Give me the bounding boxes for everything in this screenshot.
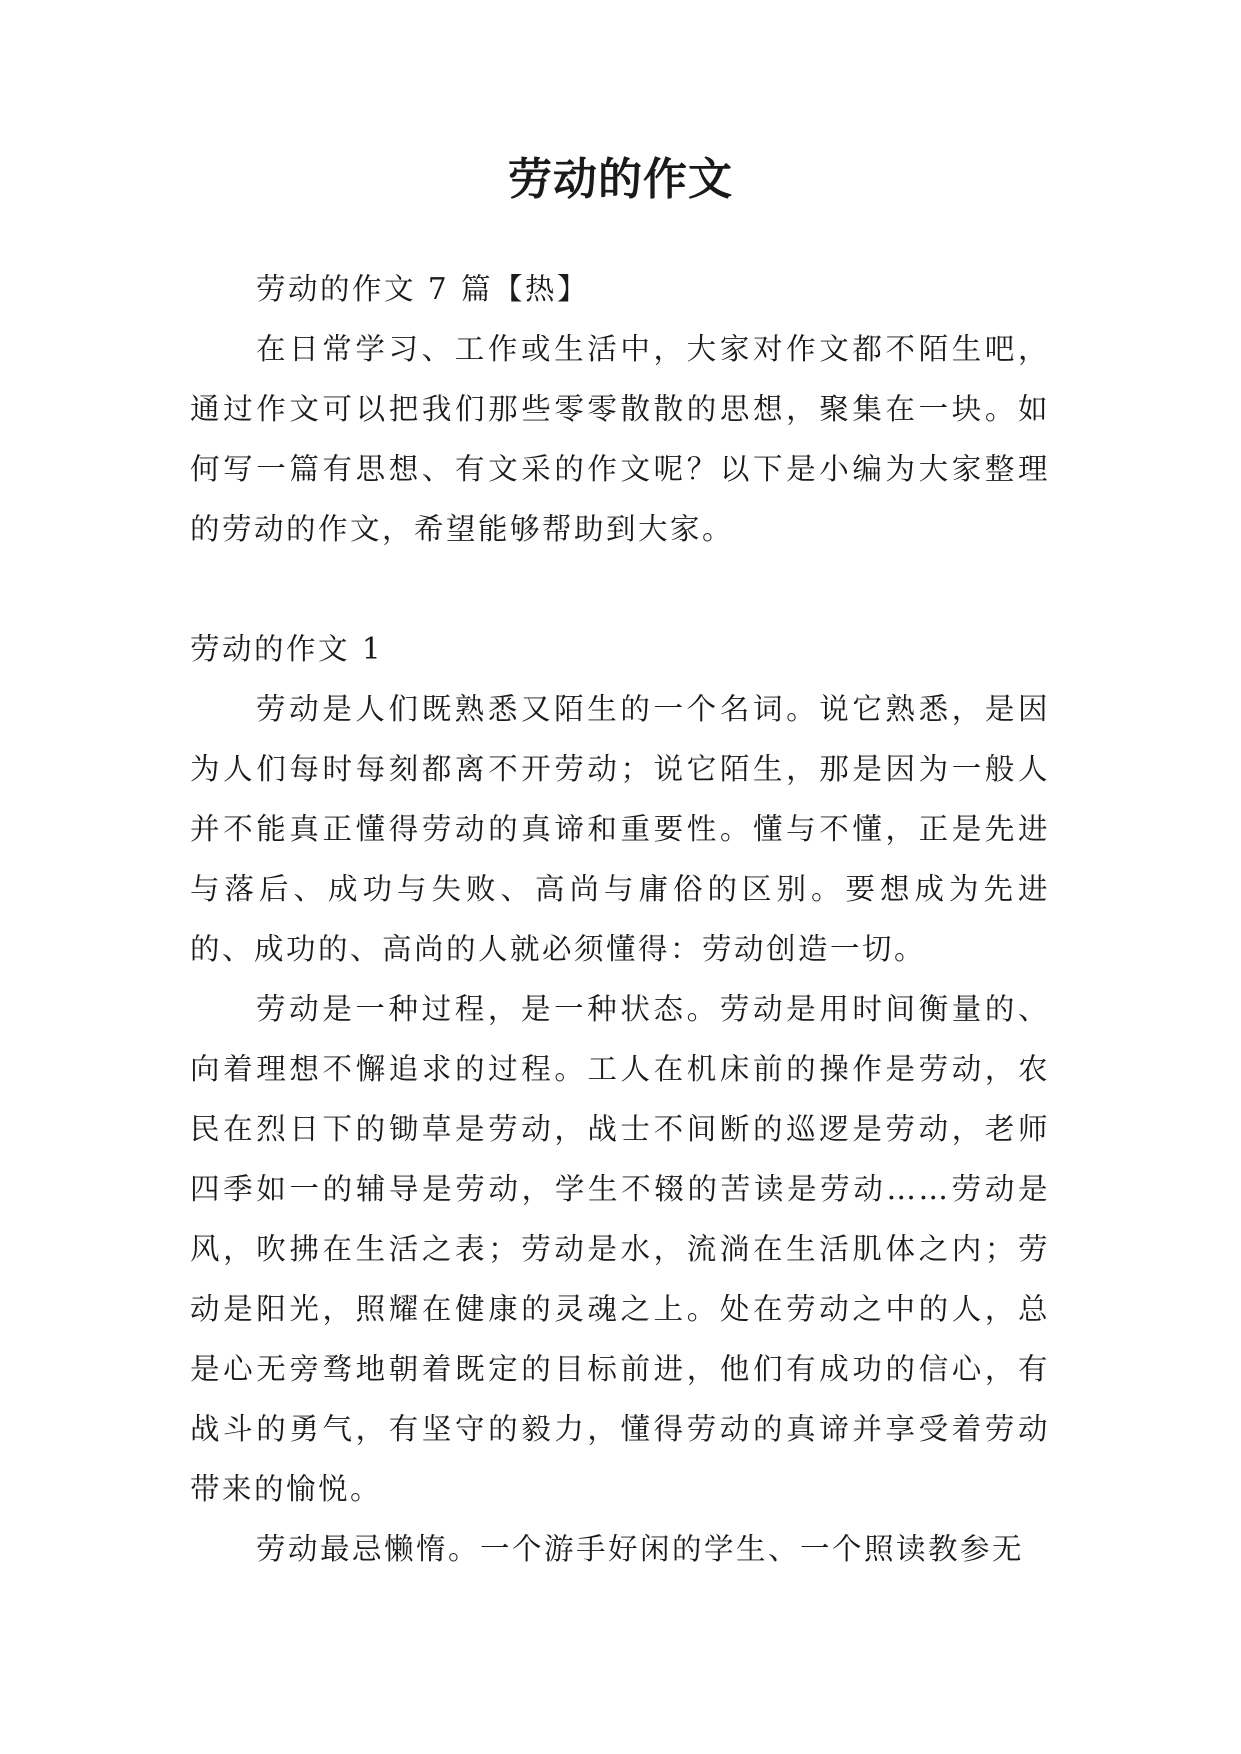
subtitle-line: 劳动的作文 7 篇【热】 bbox=[256, 272, 590, 306]
body-paragraph-3: 劳动最忌懒惰。一个游手好闲的学生、一个照读教参无 bbox=[256, 1532, 1025, 1566]
section-heading: 劳动的作文 1 bbox=[190, 632, 384, 666]
document-title: 劳动的作文 bbox=[508, 154, 733, 205]
intro-paragraph: 在日常学习、工作或生活中，大家对作文都不陌生吧，通过作文可以把我们那些零零散散的思想，聚集在一块。如何写一篇有思想、有文采的作文呢？以下是小编为大家整理的劳动的作文，希望能够帮助到大家。 bbox=[190, 332, 1050, 546]
section-spacer bbox=[190, 559, 1050, 619]
document-body bbox=[190, 259, 1050, 1579]
body-paragraph-2: 劳动是一种过程，是一种状态。劳动是用时间衡量的、向着理想不懈追求的过程。工人在机床前的操作是劳动，农民在烈日下的锄草是劳动，战士不间断的巡逻是劳动，老师四季如一的辅导是劳动，学生不辍的苦读是劳动……劳动是风，吹拂在生活之表；劳动是水，流淌在生活肌体之内；劳动是阳光，照耀在健康的灵魂之上。处在劳动之中的人，总是心无旁骛地朝着既定的目标前进，他们有成功的信心，有战斗的勇气，有坚守的毅力，懂得劳动的真谛并享受着劳动带来的愉悦。 bbox=[190, 992, 1050, 1506]
body-paragraph-1: 劳动是人们既熟悉又陌生的一个名词。说它熟悉，是因为人们每时每刻都离不开劳动；说它陌生，那是因为一般人并不能真正懂得劳动的真谛和重要性。懂与不懂，正是先进与落后、成功与失败、高尚与庸俗的区别。要想成为先进的、成功的、高尚的人就必须懂得：劳动创造一切。 bbox=[190, 692, 1050, 966]
